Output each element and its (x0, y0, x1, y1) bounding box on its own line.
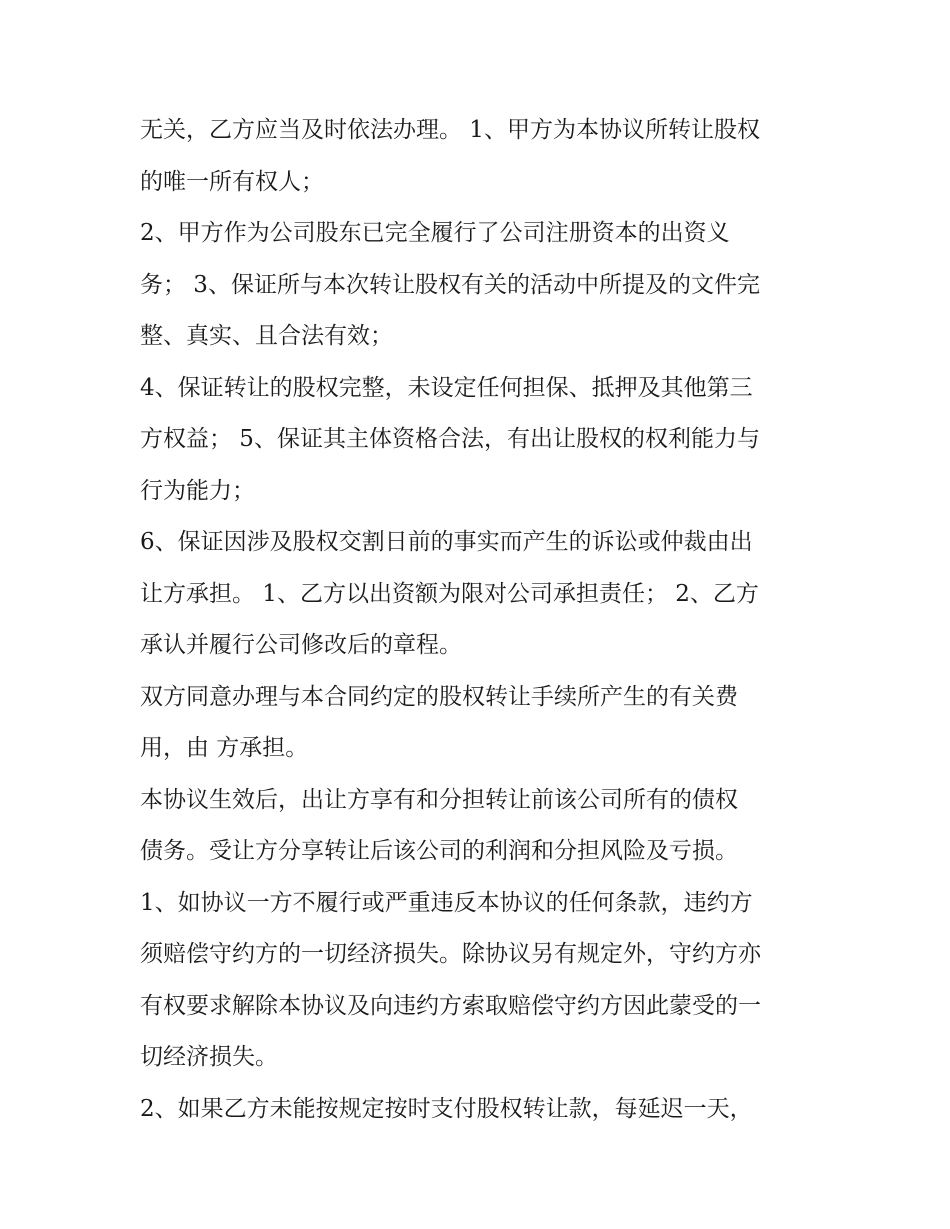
text-line: 2、甲方作为公司股东已完全履行了公司注册资本的出资义 (140, 220, 730, 246)
text-line: 方权益； 5、保证其主体资格合法，有出让股权的权利能力与 (140, 426, 760, 452)
text-line: 2、如果乙方未能按规定按时支付股权转让款，每延迟一天， (140, 1095, 753, 1122)
text-line: 双方同意办理与本合同约定的股权转让手续所产生的有关费 (140, 683, 738, 710)
text-line: 切经济损失。 (140, 1044, 278, 1070)
text-line: 整、真实、且合法有效； (140, 323, 393, 349)
text-line: 6、保证因涉及股权交割日前的事实而产生的诉讼或仲裁由出 (140, 529, 753, 555)
text-line: 让方承担。 1、乙方以出资额为限对公司承担责任； 2、乙方 (140, 580, 759, 607)
text-line: 有权要求解除本协议及向违约方索取赔偿守约方因此蒙受的一 (140, 992, 761, 1019)
text-line: 须赔偿守约方的一切经济损失。除协议另有规定外，守约方亦 (140, 941, 761, 967)
text-line: 债务。受让方分享转让后该公司的利润和分担风险及亏损。 (140, 838, 738, 864)
text-line: 1、如协议一方不履行或严重违反本协议的任何条款，违约方 (140, 889, 753, 916)
text-line: 务； 3、保证所与本次转让股权有关的活动中所提及的文件完 (140, 271, 760, 298)
text-line: 行为能力； (140, 477, 255, 504)
text-line: 用，由 方承担。 (140, 735, 309, 761)
text-line: 4、保证转让的股权完整，未设定任何担保、抵押及其他第三 (140, 374, 753, 401)
document-body (140, 105, 830, 1135)
text-line: 本协议生效后，出让方享有和分担转让前该公司所有的债权 (140, 786, 738, 813)
text-line: 无关，乙方应当及时依法办理。 1、甲方为本协议所转让股权 (140, 117, 760, 143)
text-line: 承认并履行公司修改后的章程。 (140, 632, 462, 658)
text-line: 的唯一所有权人； (140, 168, 324, 195)
